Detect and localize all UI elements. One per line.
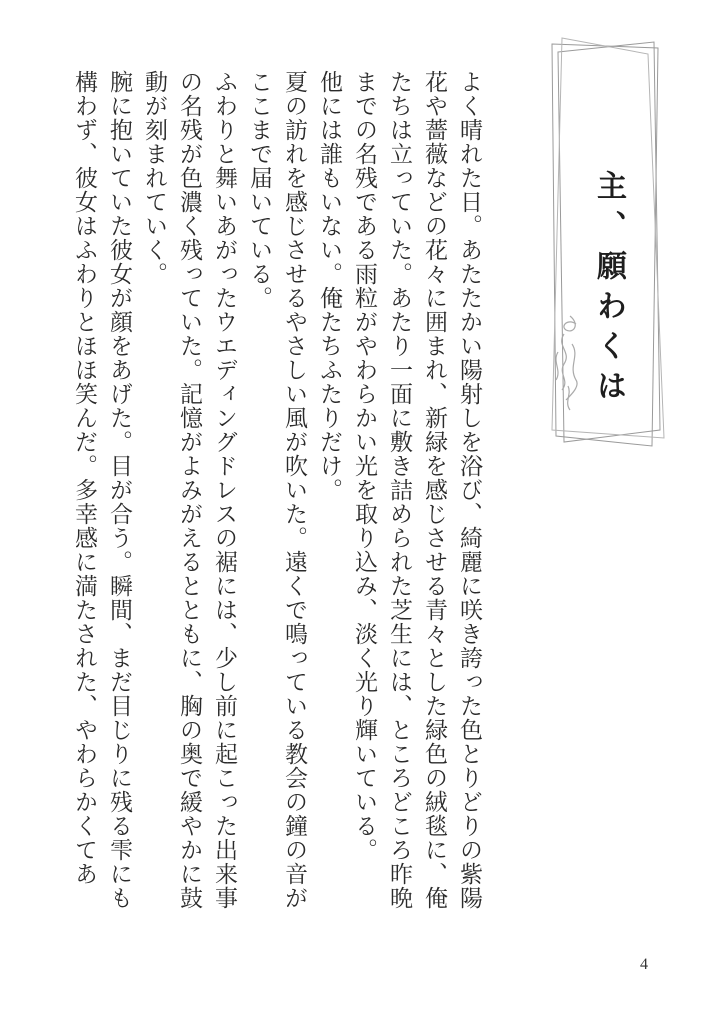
paragraph-5: 腕に抱いていた彼女が顔をあげた。目が合う。瞬間、まだ目じりに残る雫にも構わず、彼女はふわりとほほ笑んだ。多幸感に満たされた、やわらかくてあ <box>71 70 132 910</box>
body-text <box>66 70 486 910</box>
page-title: 主、願わくは <box>591 170 626 410</box>
paragraph-3: 夏の訪れを感じさせるやさしい風が吹いた。遠くで鳴っている教会の鐘の音がここまで届いている。 <box>246 70 307 910</box>
title-frame <box>550 34 666 450</box>
floral-flourish-icon <box>556 316 577 410</box>
paragraph-1: よく晴れた日。あたたかい陽射しを浴び、綺麗に咲き誇った色とりどりの紫陽花や薔薇などの花々に囲まれ、新緑を感じさせる青々とした緑色の絨毯に、俺たちは立っていた。あたり一面に敷き詰められた芝生には、ところどころ昨晩までの名残である雨粒がやわらかい光を取り込み、淡く光り輝いている。 <box>351 70 482 910</box>
paragraph-2: 他には誰もいない。俺たちふたりだけ。 <box>316 70 342 502</box>
page-number: 4 <box>640 956 648 973</box>
paragraph-4: ふわりと舞いあがったウエディングドレスの裾には、少し前に起こった出来事の名残が色濃く残っていた。記憶がよみがえるとともに、胸の奥で緩やかに鼓動が刻まれていく。 <box>141 70 237 910</box>
